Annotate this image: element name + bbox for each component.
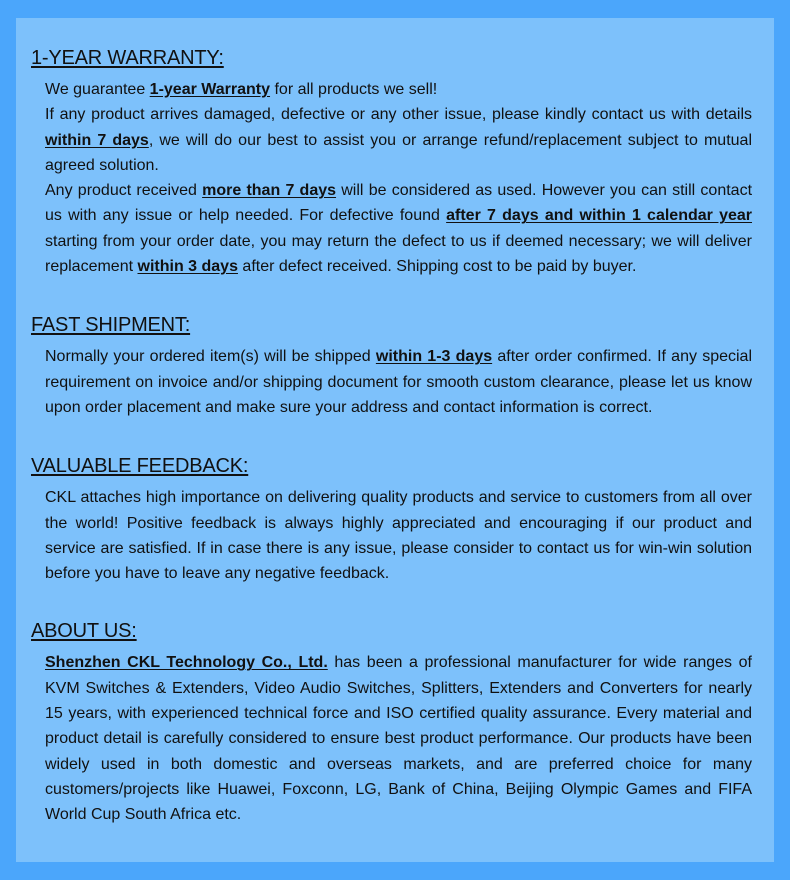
text-run: will be considered as used. However you can still contact us with any issue or help needed. For defective found <box>45 182 753 225</box>
about-body <box>45 650 752 827</box>
highlight-within-1-3-days: within 1-3 days <box>375 348 493 366</box>
highlight-within-7-days: within 7 days <box>45 131 149 149</box>
feedback-title: VALUABLE FEEDBACK: <box>31 455 249 478</box>
warranty-paragraph-1 <box>45 77 752 102</box>
text-run: for all products we sell! <box>270 81 438 98</box>
highlight-warranty: 1-year Warranty <box>149 81 271 98</box>
text-run: Any product received <box>45 182 203 200</box>
about-title: ABOUT US: <box>31 620 137 643</box>
feedback-paragraph: CKL attaches high importance on delivering quality products and service to customers from all over the world! Positive feedback is always highly appreciated and encouraging if our product and service are satisfied. If in case there is any issue, please consider to contact us for win-win solution before you have to leave any negative feedback. <box>45 489 752 583</box>
warranty-paragraph-2 <box>45 102 752 178</box>
feedback-body <box>45 485 752 586</box>
warranty-section <box>31 45 752 279</box>
text-run: starting from your order date, you may return the defect to us if deemed necessary; we will deliver replacement <box>45 232 752 276</box>
text-run: If any product arrives damaged, defective or any other issue, please kindly contact us with details <box>45 106 752 124</box>
about-paragraph <box>45 650 752 827</box>
warranty-body <box>45 77 752 279</box>
text-run: has been a professional manufacturer for wide ranges of KVM Switches & Extenders, Video Audio Switches, Splitters, Extenders and Converters for nearly 15 years, with experienced technical force and ISO certified quality assurance. Every material and product detail is carefully considered to ensure best product performance. Our products have been widely used in both domestic and overseas markets, and are preferred choice for many customers/projects like Huawei, Foxconn, LG, Bank of China, Beijing Olympic Games and FIFA World Cup South Africa etc. <box>45 654 752 824</box>
text-run: , we will do our best to assist you or arrange refund/replacement subject to mutual agreed solution. <box>45 131 753 174</box>
shipment-title: FAST SHIPMENT: <box>31 314 191 337</box>
warranty-paragraph-3 <box>45 178 752 279</box>
text-run: Normally your ordered item(s) will be shipped <box>45 348 376 366</box>
info-panel <box>16 18 774 862</box>
warranty-title: 1-YEAR WARRANTY: <box>31 47 224 69</box>
highlight-after-7-days: after 7 days and within 1 calendar year <box>446 207 753 225</box>
feedback-section <box>31 453 752 586</box>
text-run: We guarantee <box>45 81 150 98</box>
company-name: Shenzhen CKL Technology Co., Ltd. <box>45 654 328 672</box>
text-run: after order confirmed. If any special requirement on invoice and/or shipping document for smooth custom clearance, please let us know upon order placement and make sure your address and contact information is correct. <box>45 348 752 416</box>
shipment-paragraph <box>45 344 752 420</box>
shipment-body <box>45 344 752 420</box>
about-section <box>31 618 752 827</box>
shipment-section <box>31 312 752 420</box>
highlight-within-3-days: within 3 days <box>137 258 238 276</box>
highlight-more-than-7-days: more than 7 days <box>202 182 337 200</box>
text-run: after defect received. Shipping cost to be paid by buyer. <box>237 258 637 276</box>
